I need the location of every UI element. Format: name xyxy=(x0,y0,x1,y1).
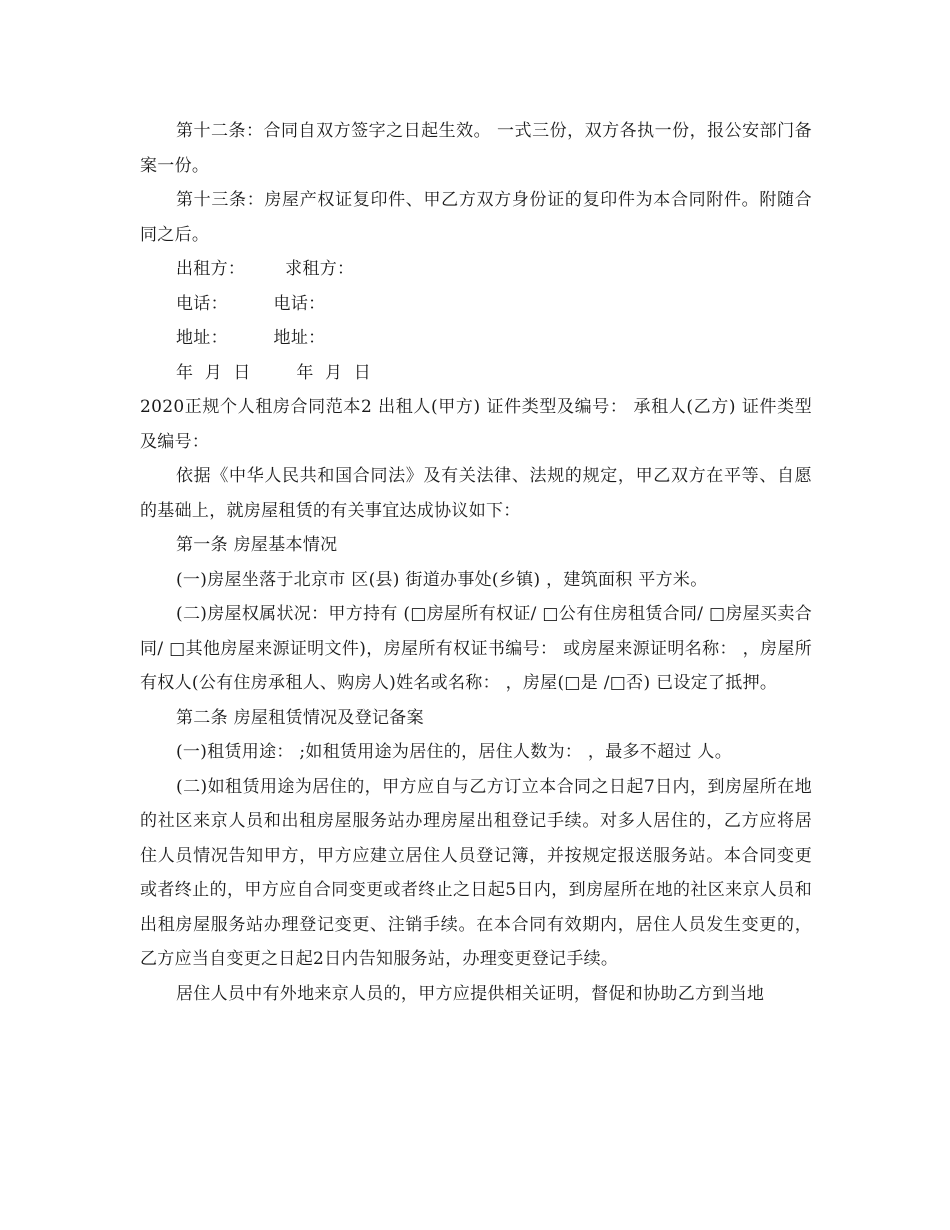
signature-block xyxy=(140,252,812,390)
document-body xyxy=(140,114,812,1011)
signature-phone-row: 电话： 电话： xyxy=(176,293,326,314)
signature-address-row: 地址： 地址： xyxy=(176,328,326,348)
article-2-item-1: (一)租赁用途： ;如租赁用途为居住的，居住人数为： ，最多不超过 人。 xyxy=(176,742,733,762)
signature-date-row: 年 月 日 年 月 日 xyxy=(176,362,372,383)
article-1-item-2: (二)房屋权属状况：甲方持有 (□房屋所有权证/ □公有住房租赁合同/ □房屋买卖合同/ □其他房屋来源证明文件)，房屋所有权证书编号： 或房屋来源证明名称： ，房屋所有权人(公有住房承租人、购房人)姓名或名称： ，房屋(□是 /□否) 已设定了抵押。 xyxy=(140,604,812,693)
article-12-paragraph: 第十二条：合同自双方签字之日起生效。 一式三份，双方各执一份，报公安部门备案一份。 xyxy=(140,121,812,176)
article-2-item-2: (二)如租赁用途为居住的，甲方应自与乙方订立本合同之日起7日内，到房屋所在地的社区来京人员和出租房屋服务站办理房屋出租登记手续。对多人居住的，乙方应将居住人员情况告知甲方，甲方应建立居住人员登记簿，并按规定报送服务站。本合同变更或者终止的，甲方应自合同变更或者终止之日起5日内，到房屋所在地的社区来京人员和出租房屋服务站办理登记变更、注销手续。在本合同有效期内，居住人员发生变更的，乙方应当自变更之日起2日内告知服务站，办理变更登记手续。 xyxy=(140,776,812,969)
article-13-paragraph: 第十三条：房屋产权证复印件、甲乙方双方身份证的复印件为本合同附件。附随合同之后。 xyxy=(140,190,812,245)
contract-title-line: 2020正规个人租房合同范本2 出租人(甲方) 证件类型及编号： 承租人(乙方) 证件类型及编号： xyxy=(140,397,812,452)
signature-lessor-row: 出租方： 求租方： xyxy=(176,259,355,279)
article-2-heading: 第二条 房屋租赁情况及登记备案 xyxy=(176,707,424,728)
article-1-heading: 第一条 房屋基本情况 xyxy=(176,535,338,555)
preamble-paragraph: 依据《中华人民共和国合同法》及有关法律、法规的规定，甲乙双方在平等、自愿的基础上，就房屋租赁的有关事宜达成协议如下： xyxy=(140,466,812,521)
article-1-item-1: (一)房屋坐落于北京市 区(县) 街道办事处(乡镇) ，建筑面积 平方米。 xyxy=(176,569,708,590)
article-2-item-3: 居住人员中有外地来京人员的，甲方应提供相关证明，督促和协助乙方到当地 xyxy=(176,983,765,1004)
